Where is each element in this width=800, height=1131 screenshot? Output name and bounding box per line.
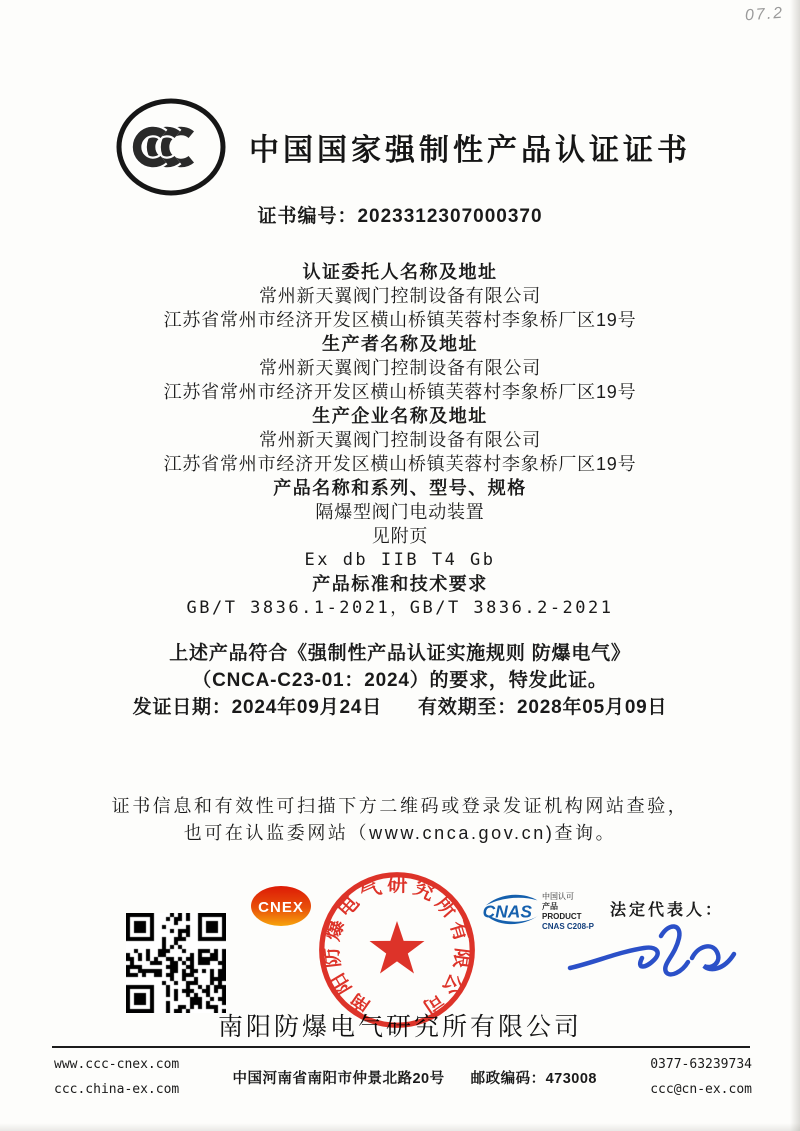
qr-code-canvas [126,913,226,1013]
legal-representative-label: 法定代表人： [610,902,725,919]
producer-name: 常州新天翼阀门控制设备有限公司 [259,358,541,378]
legal-representative-signature [566,910,738,994]
ex-marking: Ex db IIB T4 Gb [304,550,496,570]
footer-website-1: www.ccc-cnex.com [54,1057,180,1072]
qr-code [126,913,226,1013]
product-attachment-note: 见附页 [371,526,429,546]
factory-name: 常州新天翼阀门控制设备有限公司 [259,430,541,450]
ccc-logo [114,96,228,198]
cnas-side-line3: PRODUCT [542,912,582,921]
footer-postcode: 邮政编码：473008 [470,1071,597,1088]
cnas-logo-graphic [482,888,540,932]
applicant-name: 常州新天翼阀门控制设备有限公司 [259,286,541,306]
certificate-number-value: 2023312307000370 [357,206,543,227]
stamp-text: 南阳防爆电气研究所有限公司 [320,874,474,1019]
footer-website-2: ccc.china-ex.com [54,1081,180,1097]
statement-line1: 上述产品符合《强制性产品认证实施规则 防爆电气》 [169,643,631,664]
stamp-star [370,921,425,973]
expiry-date-label: 有效期至： [418,697,518,718]
issuer-name: 南阳防爆电气研究所有限公司 [217,1013,582,1041]
statement-line2: （CNCA-C23-01：2024）的要求，特发此证。 [192,670,608,691]
producer-address: 江苏省常州市经济开发区横山桥镇芙蓉村李象桥厂区19号 [163,382,637,402]
handwritten-annotation: 07.2 [744,4,785,25]
field-label-producer: 生产者名称及地址 [322,334,478,354]
footer-email: ccc@cn-ex.com [650,1081,752,1097]
statement-dates [0,694,800,721]
issue-date-label: 发证日期： [132,697,232,718]
notice-line2: 也可在认监委网站（www.cnca.gov.cn)查询。 [183,823,617,843]
certificate-title: 中国国家强制性产品认证证书 [249,134,691,167]
standards-value: GB/T 3836.1-2021，GB/T 3836.2-2021 [186,598,614,618]
certificate-number-label: 证书编号： [257,206,358,227]
expiry-date-value: 2028年05月09日 [517,697,668,718]
cnas-side-line1: 中国认可 [542,892,574,901]
footer-phone: 0377-63239734 [650,1057,752,1072]
factory-address: 江苏省常州市经济开发区横山桥镇芙蓉村李象桥厂区19号 [163,454,637,474]
certificate-number [0,201,800,228]
notice-line1: 证书信息和有效性可扫描下方二维码或登录发证机构网站查验， [111,796,689,816]
cnas-side-line2: 产品 [542,902,558,911]
product-name: 隔爆型阀门电动装置 [315,502,485,522]
footer-divider [52,1046,750,1048]
certification-statement [0,640,800,721]
cnas-logo-text: CNAS [482,901,532,922]
applicant-address: 江苏省常州市经济开发区横山桥镇芙蓉村李象桥厂区19号 [163,310,637,330]
footer-websites [54,1053,179,1102]
certificate-fields [0,260,800,620]
verification-notice [0,793,800,847]
field-label-factory: 生产企业名称及地址 [312,406,488,426]
cnex-logo-text: CNEX [258,899,304,916]
field-label-product: 产品名称和系列、型号、规格 [273,478,527,498]
cnas-side-line4: CNAS C208-P [542,922,595,931]
footer-contact [650,1053,752,1102]
field-label-applicant: 认证委托人名称及地址 [302,262,498,282]
cnex-logo [250,885,312,927]
footer-address: 中国河南省南阳市仲景北路20号 [232,1071,445,1088]
company-stamp [315,868,479,1032]
field-label-standards: 产品标准和技术要求 [312,574,488,594]
footer [54,1053,752,1102]
issue-date-value: 2024年09月24日 [231,697,382,718]
footer-address-block [232,1067,597,1088]
